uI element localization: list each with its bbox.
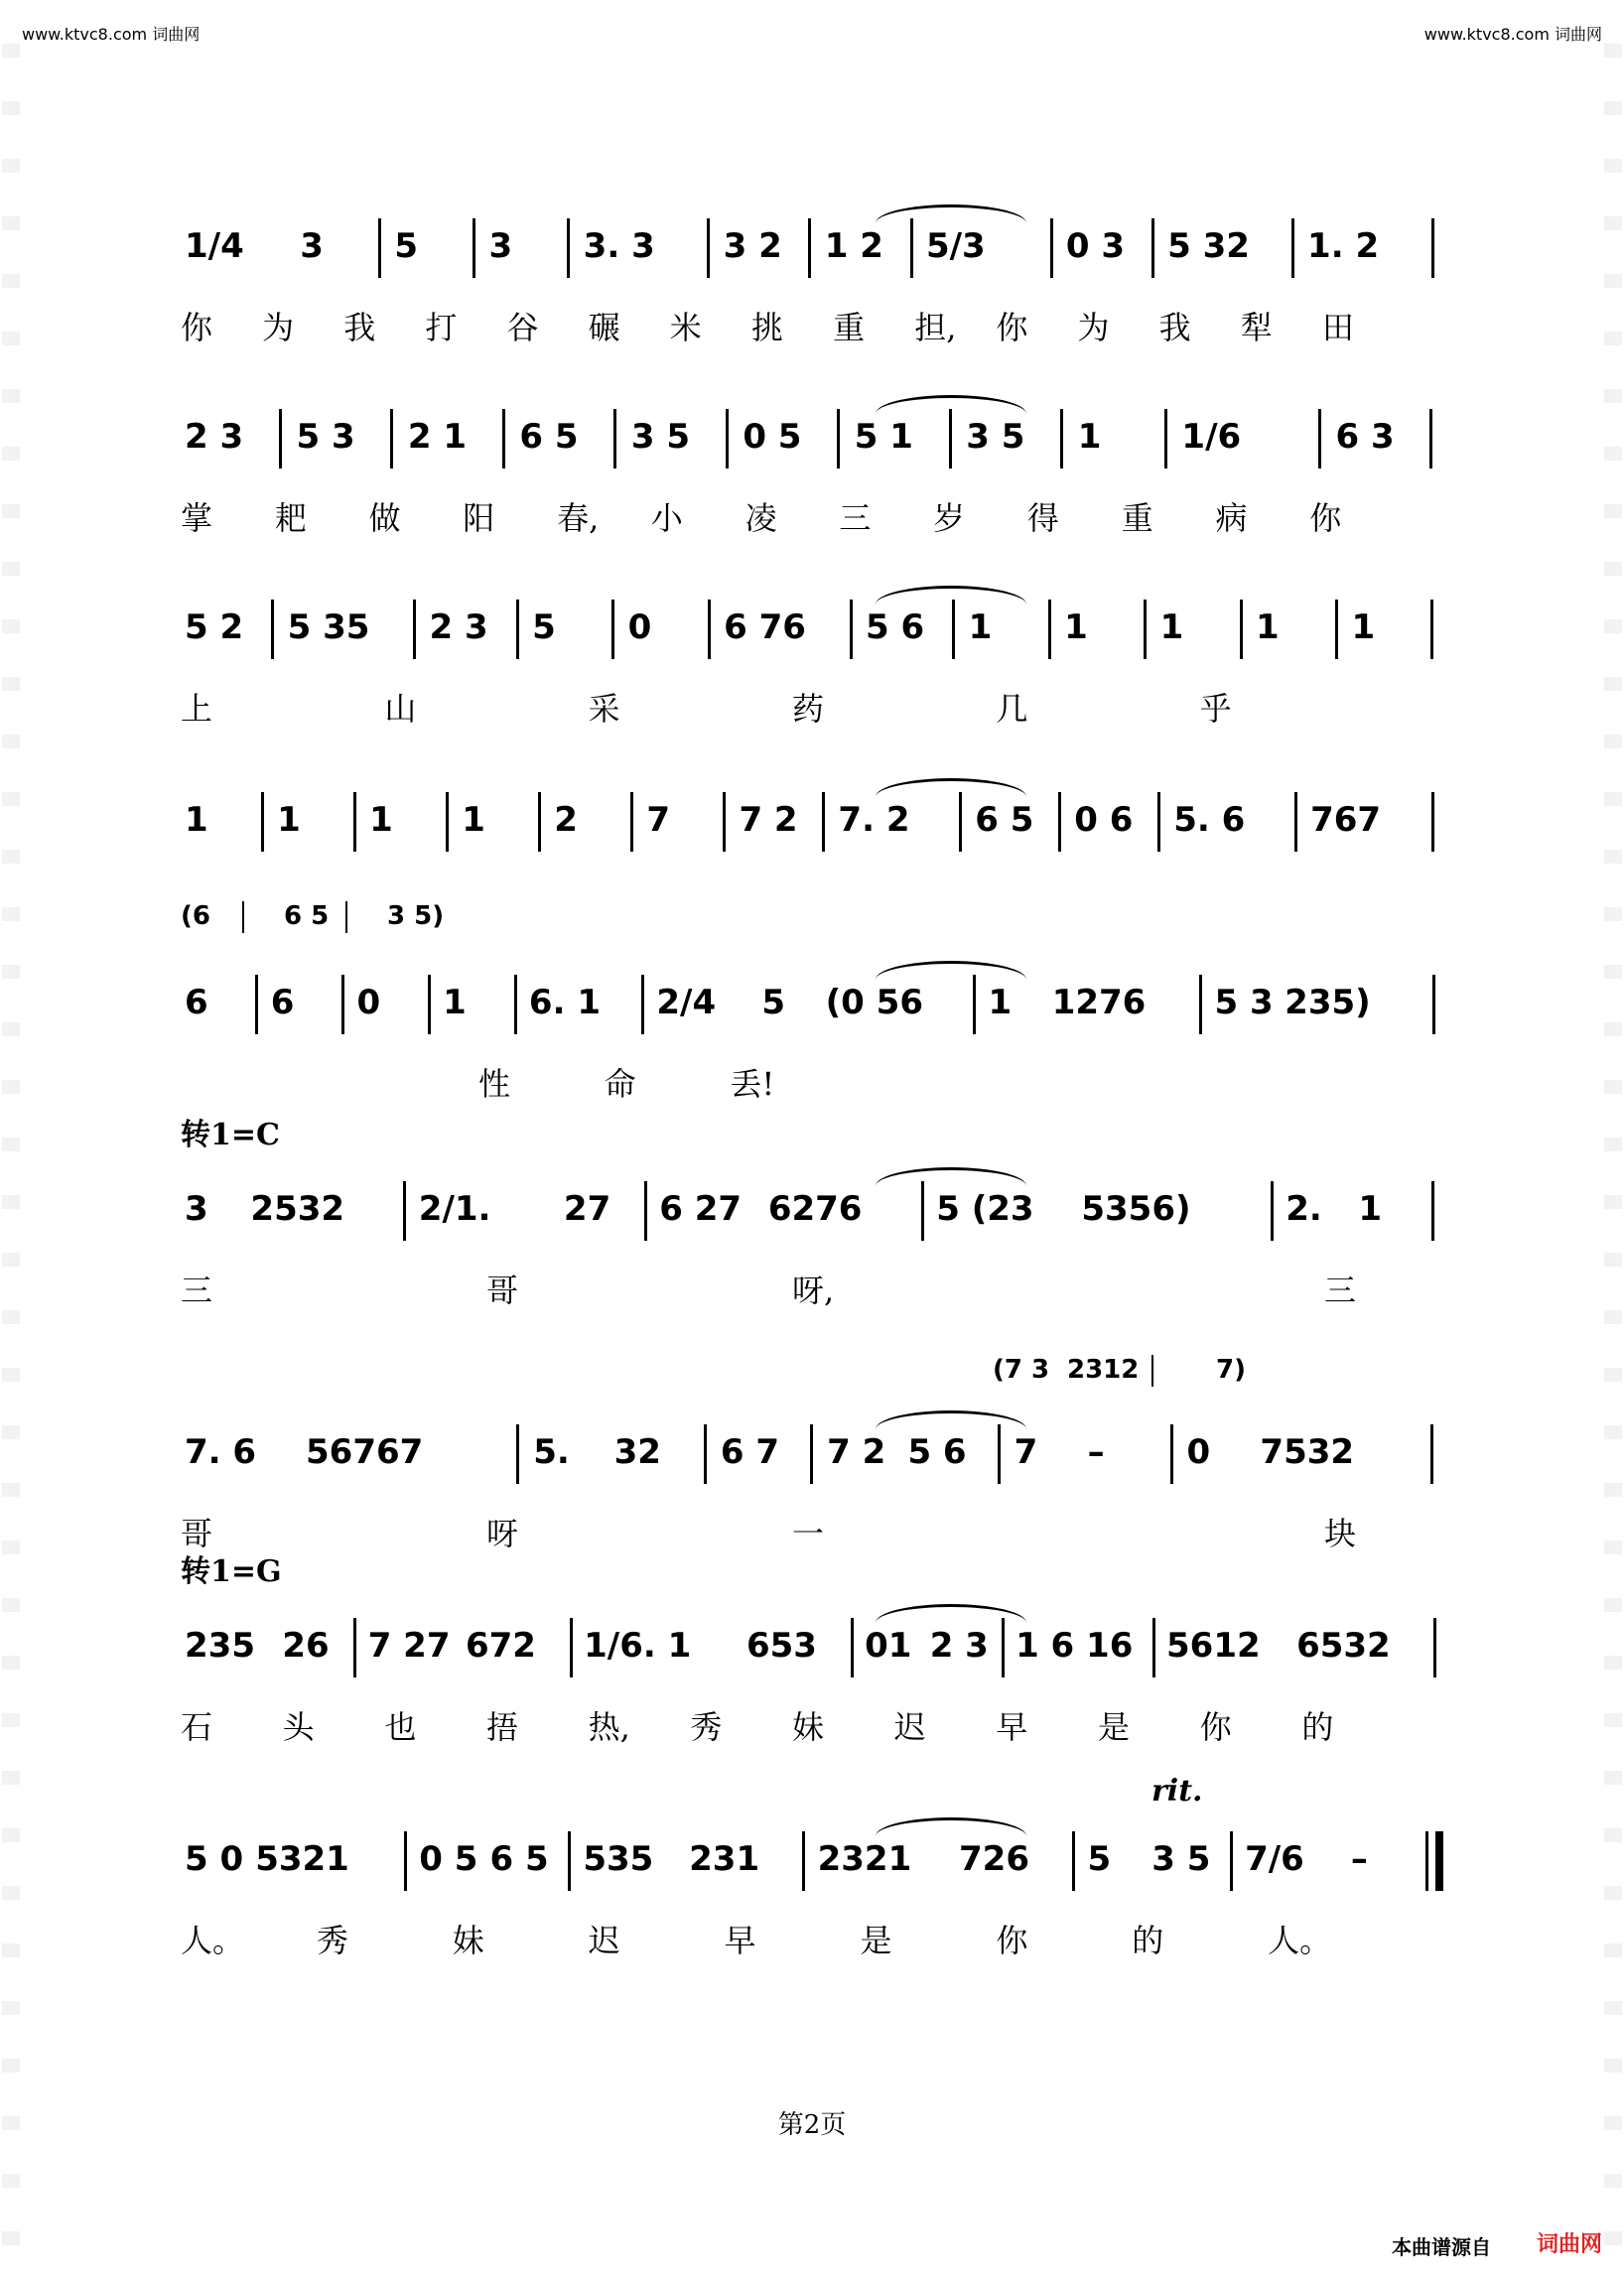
note-group: 7 2 bbox=[739, 800, 798, 840]
barline bbox=[404, 1831, 407, 1891]
barline bbox=[1318, 409, 1321, 469]
note-group: 7532 bbox=[1260, 1432, 1355, 1472]
lyrics-line bbox=[181, 1266, 1443, 1309]
note-group: 231 bbox=[689, 1839, 760, 1879]
music-line bbox=[181, 792, 1443, 852]
note-group: – bbox=[1350, 1839, 1368, 1879]
music-line bbox=[181, 218, 1443, 278]
note-group: 1276 bbox=[1051, 983, 1147, 1022]
note-group: 26 bbox=[282, 1626, 330, 1666]
note-group: 01 bbox=[865, 1626, 912, 1666]
lyric-char: 哥 bbox=[486, 1272, 519, 1309]
barline bbox=[1240, 600, 1243, 659]
note-group: 1 bbox=[277, 800, 301, 840]
note-group: 56767 bbox=[306, 1432, 424, 1472]
barline bbox=[473, 218, 475, 278]
note-group: 5 bbox=[1087, 1839, 1112, 1879]
lyrics-line bbox=[181, 1509, 1443, 1552]
lyric-char: 秀 bbox=[690, 1708, 723, 1746]
lyric-char: 三 bbox=[181, 1272, 213, 1309]
lyric-char: 热, bbox=[588, 1708, 630, 1746]
lyric-char: 命 bbox=[604, 1065, 636, 1103]
note-group: 7 bbox=[646, 800, 671, 840]
barline bbox=[567, 218, 570, 278]
lyric-char: 山 bbox=[384, 690, 417, 728]
lyric-char: 是 bbox=[860, 1922, 892, 1959]
barline bbox=[1157, 792, 1160, 852]
lyric-char: 呀, bbox=[792, 1272, 835, 1309]
barline bbox=[1291, 218, 1294, 278]
note-group: 1 bbox=[1256, 607, 1280, 647]
slur-mark bbox=[876, 961, 1027, 980]
ossia-note: 3 5) bbox=[387, 901, 445, 931]
lyric-char: 迟 bbox=[588, 1922, 620, 1959]
slur-mark bbox=[876, 586, 1027, 604]
lyric-char: 三 bbox=[1324, 1272, 1357, 1309]
lyric-char: 为 bbox=[1077, 309, 1110, 346]
note-group: 672 bbox=[465, 1626, 536, 1666]
note-group: 2 3 bbox=[185, 417, 244, 457]
tempo-mark: rit. bbox=[1151, 1774, 1203, 1809]
barline bbox=[1431, 218, 1434, 278]
note-group: 5 bbox=[761, 983, 786, 1022]
note-group: 2 bbox=[554, 800, 578, 840]
lyric-char: 人。 bbox=[1268, 1922, 1332, 1959]
barline bbox=[1430, 600, 1433, 659]
ossia-line bbox=[181, 901, 637, 935]
barline bbox=[1048, 600, 1051, 659]
music-line bbox=[181, 1424, 1443, 1484]
note-group: 1 bbox=[1351, 607, 1376, 647]
barline bbox=[949, 409, 952, 469]
barline bbox=[353, 792, 356, 852]
lyric-char: 早 bbox=[996, 1708, 1028, 1746]
lyric-char: 你 bbox=[1199, 1708, 1232, 1746]
note-group: 1 bbox=[1358, 1189, 1382, 1229]
note-group: 5 1 bbox=[854, 417, 913, 457]
note-group: 6 3 bbox=[1335, 417, 1395, 457]
barline bbox=[538, 792, 541, 852]
note-group: 5 35 bbox=[287, 607, 370, 647]
note-group: 3 5 bbox=[630, 417, 690, 457]
barline bbox=[502, 409, 505, 469]
slur-mark bbox=[876, 204, 1027, 223]
barline bbox=[341, 975, 344, 1034]
note-group: 3 5 bbox=[1151, 1839, 1211, 1879]
barline bbox=[1431, 1181, 1434, 1241]
lyric-char: 是 bbox=[1098, 1708, 1131, 1746]
note-group: 0 bbox=[627, 607, 652, 647]
lyric-char: 人。 bbox=[181, 1922, 245, 1959]
lyric-char: 块 bbox=[1324, 1515, 1357, 1552]
lyric-char: 几 bbox=[996, 690, 1028, 728]
note-group: 6 5 bbox=[975, 800, 1034, 840]
ossia-line bbox=[993, 1355, 1449, 1389]
note-group: 27 bbox=[563, 1189, 611, 1229]
ossia-barline bbox=[242, 901, 244, 933]
ossia-note: (7 3 bbox=[993, 1355, 1050, 1385]
footer-logo: 词曲网 bbox=[1537, 2232, 1603, 2257]
barline bbox=[641, 975, 644, 1034]
barline bbox=[1060, 409, 1063, 469]
barline bbox=[822, 792, 825, 852]
lyric-char: 的 bbox=[1132, 1922, 1164, 1959]
barline bbox=[708, 600, 711, 659]
note-group: 1 bbox=[185, 800, 208, 840]
lyrics-line bbox=[181, 1059, 1443, 1103]
note-group: 3 5 bbox=[966, 417, 1025, 457]
barline bbox=[1271, 1181, 1274, 1241]
note-group: 1/4 bbox=[185, 226, 244, 266]
lyric-char: 重 bbox=[1121, 499, 1153, 537]
music-line bbox=[181, 1831, 1443, 1891]
note-group: 1 bbox=[1159, 607, 1184, 647]
barline bbox=[1151, 218, 1154, 278]
note-group: 5. 6 bbox=[1173, 800, 1246, 840]
barline bbox=[630, 792, 633, 852]
watermark-right: www.ktvc8.com 词曲网 bbox=[1423, 25, 1602, 44]
note-group: 0 3 bbox=[1065, 226, 1126, 266]
side-watermark-strip bbox=[2, 0, 20, 2278]
note-group: 6 bbox=[185, 983, 208, 1022]
barline bbox=[1431, 792, 1434, 852]
barline bbox=[726, 409, 729, 469]
note-group: 1 bbox=[968, 607, 993, 647]
footer-source-text: 本曲谱源自 bbox=[1392, 2235, 1491, 2259]
lyric-char: 春, bbox=[557, 499, 600, 537]
note-group: 7 27 bbox=[367, 1626, 451, 1666]
barline bbox=[611, 600, 614, 659]
note-group: 5 (23 bbox=[936, 1189, 1034, 1229]
lyrics-line bbox=[181, 1702, 1443, 1746]
lyric-char: 丢! bbox=[730, 1065, 775, 1103]
note-group: 5 6 bbox=[907, 1432, 967, 1472]
note-group: 2 1 bbox=[407, 417, 468, 457]
lyric-char: 你 bbox=[1309, 499, 1342, 537]
barline bbox=[1170, 1424, 1173, 1484]
lyric-char: 担, bbox=[914, 309, 957, 346]
barline bbox=[1230, 1831, 1233, 1891]
barline bbox=[1433, 1618, 1436, 1677]
lyric-char: 病 bbox=[1215, 499, 1248, 537]
note-group: 3 2 bbox=[723, 226, 782, 266]
lyric-char: 你 bbox=[181, 309, 213, 346]
note-group: 2/4 bbox=[656, 983, 717, 1022]
music-line bbox=[181, 1181, 1443, 1241]
note-group: 0 5 bbox=[419, 1839, 478, 1879]
ossia-note: 6 5 bbox=[284, 901, 330, 931]
barline bbox=[850, 600, 853, 659]
note-group: 6 76 bbox=[724, 607, 806, 647]
slur-mark bbox=[876, 778, 1027, 797]
note-group: 5 0 bbox=[185, 1839, 244, 1879]
ossia-barline bbox=[345, 901, 347, 933]
lyric-char: 掌 bbox=[181, 499, 213, 537]
lyric-char: 挑 bbox=[750, 309, 783, 346]
slur-mark bbox=[876, 1817, 1027, 1836]
barline bbox=[644, 1181, 647, 1241]
note-group: 5321 bbox=[255, 1839, 349, 1879]
barline bbox=[1002, 1618, 1005, 1677]
barline bbox=[1294, 792, 1297, 852]
barline bbox=[261, 792, 264, 852]
note-group: 5 2 bbox=[185, 607, 244, 647]
music-line bbox=[181, 600, 1443, 659]
note-group: 6 5 bbox=[489, 1839, 549, 1879]
barline bbox=[1058, 792, 1061, 852]
note-group: 1 bbox=[462, 800, 485, 840]
note-group: 1 bbox=[988, 983, 1013, 1022]
note-group: 6 5 bbox=[519, 417, 579, 457]
note-group: 5 3 bbox=[296, 417, 355, 457]
note-group: (0 56 bbox=[825, 983, 923, 1022]
music-line bbox=[181, 975, 1443, 1034]
note-group: 1. 2 bbox=[1307, 226, 1380, 266]
note-group: 5356) bbox=[1081, 1189, 1191, 1229]
note-group: 1 bbox=[1064, 607, 1088, 647]
note-group: 5/3 bbox=[925, 226, 986, 266]
barline bbox=[998, 1424, 1001, 1484]
lyric-char: 采 bbox=[588, 690, 620, 728]
note-group: 7 2 bbox=[827, 1432, 886, 1472]
note-group: 5 bbox=[394, 226, 419, 266]
note-group: 32 bbox=[613, 1432, 661, 1472]
slur-mark bbox=[876, 395, 1027, 414]
ossia-barline bbox=[1151, 1355, 1153, 1387]
slur-mark bbox=[876, 1604, 1027, 1623]
watermark-left: www.ktvc8.com 词曲网 bbox=[22, 25, 201, 44]
lyric-char: 打 bbox=[425, 309, 458, 346]
lyric-char: 捂 bbox=[486, 1708, 519, 1746]
lyric-char: 你 bbox=[996, 309, 1028, 346]
note-group: 3 bbox=[300, 226, 324, 266]
lyric-char: 的 bbox=[1301, 1708, 1334, 1746]
note-group: 767 bbox=[1310, 800, 1382, 840]
barline bbox=[390, 409, 393, 469]
barline bbox=[428, 975, 431, 1034]
lyric-char: 一 bbox=[792, 1515, 825, 1552]
lyric-char: 乎 bbox=[1199, 690, 1232, 728]
music-line bbox=[181, 409, 1443, 469]
note-group: 235 bbox=[185, 1626, 255, 1666]
lyric-char: 性 bbox=[478, 1065, 511, 1103]
lyric-char: 秀 bbox=[316, 1922, 348, 1959]
lyric-char: 犁 bbox=[1240, 309, 1273, 346]
barline bbox=[514, 975, 517, 1034]
barline bbox=[568, 1831, 571, 1891]
note-group: 2 3 bbox=[429, 607, 488, 647]
barline bbox=[1335, 600, 1338, 659]
barline bbox=[516, 1424, 519, 1484]
lyric-char: 谷 bbox=[506, 309, 539, 346]
note-group: 1 bbox=[443, 983, 467, 1022]
note-group: 2321 bbox=[817, 1839, 912, 1879]
barline bbox=[952, 600, 955, 659]
note-group: 1/6. 1 bbox=[584, 1626, 692, 1666]
note-group: 535 bbox=[583, 1839, 654, 1879]
lyrics-line bbox=[181, 684, 1443, 728]
lyric-char: 岁 bbox=[933, 499, 966, 537]
lyric-char: 凌 bbox=[744, 499, 777, 537]
barline bbox=[837, 409, 840, 469]
barline bbox=[353, 1618, 356, 1677]
note-group: 5612 bbox=[1166, 1626, 1261, 1666]
barline bbox=[1429, 409, 1432, 469]
lyric-char: 田 bbox=[1321, 309, 1354, 346]
barline bbox=[959, 792, 962, 852]
note-group: 0 5 bbox=[743, 417, 802, 457]
note-group: 3. 3 bbox=[583, 226, 655, 266]
note-group: 7/6 bbox=[1245, 1839, 1304, 1879]
lyric-char: 早 bbox=[724, 1922, 756, 1959]
lyrics-line bbox=[181, 1916, 1443, 1959]
barline bbox=[1152, 1618, 1155, 1677]
barline bbox=[516, 600, 519, 659]
note-group: 5. bbox=[533, 1432, 570, 1472]
key-change-mark: 转1=G bbox=[181, 1554, 282, 1589]
slur-mark bbox=[876, 1167, 1027, 1186]
barline bbox=[378, 218, 381, 278]
ossia-note: 7) bbox=[1216, 1355, 1246, 1385]
note-group: 235) bbox=[1285, 983, 1371, 1022]
note-group: 1 6 16 bbox=[1015, 1626, 1134, 1666]
lyric-char: 迟 bbox=[893, 1708, 926, 1746]
barline bbox=[271, 600, 274, 659]
note-group: 0 6 bbox=[1074, 800, 1134, 840]
note-group: 6532 bbox=[1296, 1626, 1391, 1666]
barline bbox=[723, 792, 726, 852]
lyric-char: 我 bbox=[343, 309, 376, 346]
note-group: 6 27 bbox=[659, 1189, 743, 1229]
note-group: 3 bbox=[488, 226, 513, 266]
lyric-char: 得 bbox=[1026, 499, 1059, 537]
lyric-char: 妹 bbox=[452, 1922, 484, 1959]
barline bbox=[704, 1424, 707, 1484]
barline bbox=[570, 1618, 573, 1677]
final-barline bbox=[1425, 1831, 1443, 1891]
barline bbox=[802, 1831, 805, 1891]
lyric-char: 药 bbox=[792, 690, 825, 728]
note-group: 5 32 bbox=[1167, 226, 1250, 266]
note-group: 1 bbox=[369, 800, 393, 840]
barline bbox=[613, 409, 616, 469]
side-watermark-strip bbox=[1604, 0, 1622, 2278]
note-group: 3 bbox=[185, 1189, 208, 1229]
barline bbox=[1164, 409, 1167, 469]
barline bbox=[403, 1181, 406, 1241]
note-group: 6. 1 bbox=[528, 983, 601, 1022]
ossia-note: (6 bbox=[181, 901, 210, 931]
note-group: 1/6 bbox=[1181, 417, 1242, 457]
barline bbox=[1199, 975, 1202, 1034]
note-group: 726 bbox=[959, 1839, 1029, 1879]
barline bbox=[973, 975, 976, 1034]
note-group: 7 bbox=[1014, 1432, 1038, 1472]
lyric-char: 米 bbox=[669, 309, 702, 346]
note-group: 1 2 bbox=[824, 226, 883, 266]
slur-mark bbox=[876, 1410, 1027, 1429]
barline bbox=[910, 218, 913, 278]
barline bbox=[707, 218, 710, 278]
key-change-mark: 转1=C bbox=[181, 1118, 280, 1152]
lyric-char: 阳 bbox=[463, 499, 495, 537]
barline bbox=[921, 1181, 924, 1241]
note-group: – bbox=[1087, 1432, 1105, 1472]
lyric-char: 也 bbox=[384, 1708, 417, 1746]
lyric-char: 为 bbox=[262, 309, 295, 346]
note-group: 7. 6 bbox=[185, 1432, 257, 1472]
note-group: 6276 bbox=[767, 1189, 863, 1229]
music-line bbox=[181, 1618, 1443, 1677]
note-group: 5 6 bbox=[866, 607, 925, 647]
note-group: 5 3 bbox=[1214, 983, 1274, 1022]
lyric-char: 呀 bbox=[486, 1515, 519, 1552]
lyric-char: 做 bbox=[368, 499, 401, 537]
lyric-char: 哥 bbox=[181, 1515, 213, 1552]
barline bbox=[851, 1618, 854, 1677]
barline bbox=[413, 600, 416, 659]
note-group: 2 3 bbox=[929, 1626, 989, 1666]
lyric-char: 我 bbox=[1158, 309, 1191, 346]
note-group: 7. 2 bbox=[838, 800, 910, 840]
lyric-char: 你 bbox=[996, 1922, 1028, 1959]
note-group: 2532 bbox=[250, 1189, 345, 1229]
lyrics-line bbox=[181, 493, 1443, 537]
lyric-char: 上 bbox=[181, 690, 213, 728]
lyric-char: 石 bbox=[181, 1708, 213, 1746]
barline bbox=[446, 792, 449, 852]
barline bbox=[255, 975, 258, 1034]
note-group: 6 bbox=[270, 983, 295, 1022]
note-group: 653 bbox=[745, 1626, 817, 1666]
note-group: 0 bbox=[356, 983, 381, 1022]
note-group: 5 bbox=[532, 607, 556, 647]
lyric-char: 耙 bbox=[274, 499, 307, 537]
barline bbox=[810, 1424, 813, 1484]
lyric-char: 重 bbox=[833, 309, 866, 346]
lyric-char: 小 bbox=[650, 499, 683, 537]
note-group: 0 bbox=[1186, 1432, 1211, 1472]
note-group: 2/1. bbox=[418, 1189, 491, 1229]
lyric-char: 三 bbox=[839, 499, 872, 537]
lyric-char: 妹 bbox=[792, 1708, 825, 1746]
note-group: 6 7 bbox=[720, 1432, 780, 1472]
barline bbox=[1144, 600, 1147, 659]
barline bbox=[1050, 218, 1053, 278]
barline bbox=[808, 218, 811, 278]
barline bbox=[279, 409, 282, 469]
barline bbox=[1430, 1424, 1433, 1484]
page-number: 第2页 bbox=[777, 2110, 847, 2140]
lyric-char: 碾 bbox=[588, 309, 620, 346]
barline bbox=[1432, 975, 1435, 1034]
note-group: 1 bbox=[1077, 417, 1102, 457]
ossia-note: 2312 bbox=[1067, 1355, 1140, 1385]
lyrics-line bbox=[181, 303, 1443, 346]
note-group: 2. bbox=[1286, 1189, 1322, 1229]
barline bbox=[1072, 1831, 1075, 1891]
lyric-char: 头 bbox=[282, 1708, 315, 1746]
